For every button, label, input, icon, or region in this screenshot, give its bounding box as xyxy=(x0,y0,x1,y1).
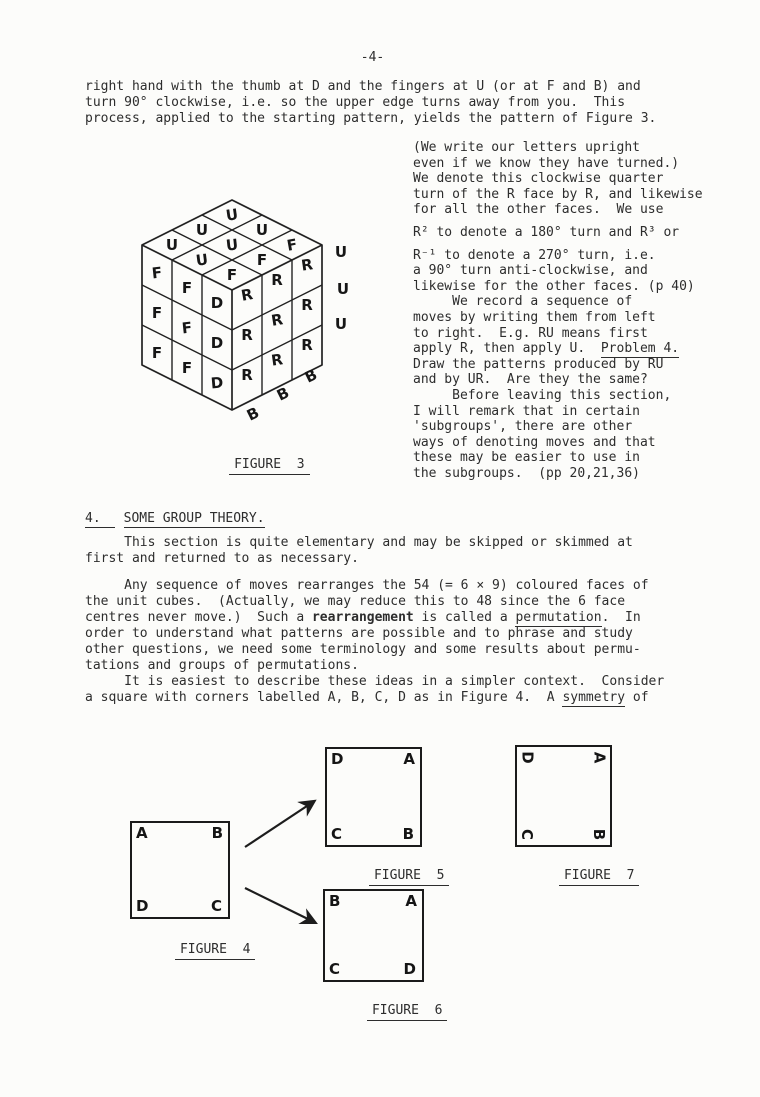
section-title: SOME GROUP THEORY. xyxy=(123,511,265,526)
figure-4-caption xyxy=(128,927,251,972)
problem-4-label: Problem 4. xyxy=(600,341,680,357)
cube-letter: R xyxy=(270,350,284,370)
corner-label: C xyxy=(331,825,343,843)
text-line: even if we know they have turned.) xyxy=(413,155,680,171)
corner-label-rotated: B xyxy=(589,828,608,841)
cube-letter: D xyxy=(210,334,224,352)
cube-letter: F xyxy=(151,304,163,322)
text-line: Draw the patterns produced by RU xyxy=(413,356,664,372)
figure-6-square xyxy=(323,889,424,982)
text-line: R⁻¹ to denote a 270° turn, i.e. xyxy=(413,247,656,263)
cube-letter: R xyxy=(301,336,313,354)
cube-letter: R xyxy=(301,296,313,314)
corner-label-rotated: D xyxy=(518,751,537,764)
figure-7-square xyxy=(515,745,612,847)
text-line: right hand with the thumb at D and the fingers at U (or at F and B) and xyxy=(85,79,641,94)
text-line: turn of the R face by R, and likewise xyxy=(413,186,703,202)
text-line: I will remark that in certain xyxy=(413,403,640,419)
figure-6-caption xyxy=(320,988,443,1033)
cube-letter: F xyxy=(150,263,164,283)
cube-letter: B xyxy=(243,403,263,425)
corner-label: A xyxy=(136,824,148,842)
corner-label: B xyxy=(402,825,414,843)
section-heading xyxy=(85,511,265,526)
cube-letter: U xyxy=(334,243,348,261)
text-segment: is called a xyxy=(413,610,516,625)
text-line: Before leaving this section, xyxy=(413,387,672,403)
text-line: process, applied to the starting pattern, yields the pattern of Figure 3. xyxy=(85,111,657,126)
section-number: 4. xyxy=(85,511,115,528)
cube-letter: U xyxy=(195,221,209,239)
text-line: to right. E.g. RU means first xyxy=(413,325,648,341)
cube-letter: U xyxy=(255,221,269,239)
cube-letter: F xyxy=(226,266,238,284)
cube-letter: U xyxy=(224,235,240,255)
cube-letter: U xyxy=(334,315,348,333)
permutation-term: permutation xyxy=(515,610,602,625)
figure-7-caption-text: FIGURE 7 xyxy=(559,868,639,886)
text-segment: of xyxy=(625,690,649,705)
cube-letter: U xyxy=(336,280,350,298)
text-line: 'subgroups', there are other xyxy=(413,419,633,435)
cube-letter: U xyxy=(165,236,179,254)
text-line: the subgroups. (pp 20,21,36) xyxy=(413,465,640,481)
cube-letter: F xyxy=(180,318,194,338)
text-line: We denote this clockwise quarter xyxy=(413,171,664,187)
text-line xyxy=(413,341,718,357)
arrow-to-figure-6 xyxy=(245,888,314,922)
cube-letter: F xyxy=(285,235,299,255)
text-line: these may be easier to use in xyxy=(413,450,640,466)
text-line: Any sequence of moves rearranges the 54 (= 6 × 9) coloured faces of xyxy=(85,578,649,593)
symmetry-term: symmetry xyxy=(562,690,626,705)
text-line: likewise for the other faces. (p 40) xyxy=(413,278,695,294)
paragraph-2 xyxy=(85,535,685,567)
text-line: other questions, we need some terminology and some results about permu- xyxy=(85,642,641,657)
cube-letter: F xyxy=(181,359,193,377)
corner-label: D xyxy=(403,960,416,978)
corner-label: D xyxy=(331,750,344,768)
paragraph-3 xyxy=(85,578,705,706)
corner-label: B xyxy=(211,824,223,842)
cube-letter: U xyxy=(224,205,240,225)
text-line: a 90° turn anti-clockwise, and xyxy=(413,263,648,279)
text-segment: centres never move.) Such a xyxy=(85,610,312,625)
figure-4-caption-text: FIGURE 4 xyxy=(175,942,255,960)
figures-4-to-7 xyxy=(0,735,760,1035)
figure-7-caption xyxy=(512,853,635,898)
cube-letter: U xyxy=(194,250,210,270)
text-line: the unit cubes. (Actually, we may reduce this to 48 since the 6 face xyxy=(85,594,626,609)
cube-letter: D xyxy=(210,294,224,312)
hidden-face-letters xyxy=(244,243,349,425)
arrow-to-figure-5 xyxy=(245,802,313,847)
two-column-section xyxy=(85,138,725,503)
text-line: for all the other faces. We use xyxy=(413,202,664,218)
page-number: -4- xyxy=(360,50,385,65)
text-line: ways of denoting moves and that xyxy=(413,434,656,450)
cube-letter: F xyxy=(256,251,268,269)
text-segment: a square with corners labelled A, B, C, D as in Figure 4. A xyxy=(85,690,563,705)
text-line: (We write our letters upright xyxy=(413,140,640,155)
cube-letter: R xyxy=(300,255,314,275)
cube-outline xyxy=(142,200,322,410)
corner-label: C xyxy=(329,960,341,978)
corner-label-rotated: A xyxy=(590,751,609,764)
figure-3-caption-text: FIGURE 3 xyxy=(229,457,309,475)
text-line: turn 90° clockwise, i.e. so the upper edge turns away from you. This xyxy=(85,95,626,110)
cube-letter: R xyxy=(241,366,253,384)
cube-letter: F xyxy=(181,279,193,297)
figure-3-caption xyxy=(112,442,364,487)
text-line: tations and groups of permutations. xyxy=(85,658,359,673)
figure-4-square xyxy=(130,821,230,919)
corner-label: D xyxy=(136,897,149,915)
text-line: R² to denote a 180° turn and R³ or xyxy=(413,224,680,240)
text-line: moves by writing them from left xyxy=(413,309,656,325)
rearrangement-term: rearrangement xyxy=(311,610,414,625)
text-line xyxy=(85,690,705,706)
text-segment: apply R, then apply U. xyxy=(413,341,601,357)
cube-letter: R xyxy=(269,310,285,330)
cube-letter: B xyxy=(301,365,321,387)
corner-label: C xyxy=(210,897,222,915)
cube-letter: R xyxy=(271,271,283,289)
text-line: first and returned to as necessary. xyxy=(85,551,359,566)
cube-letter: D xyxy=(210,373,224,393)
text-line xyxy=(85,610,705,626)
corner-label: A xyxy=(403,750,415,768)
paragraph-1 xyxy=(85,79,685,127)
text-line: and by UR. Are they the same? xyxy=(413,372,648,388)
corner-label-rotated: C xyxy=(518,828,537,841)
text-line: It is easiest to describe these ideas in a simpler context. Consider xyxy=(85,674,665,689)
figure-6-caption-text: FIGURE 6 xyxy=(367,1003,447,1021)
rubiks-cube-diagram xyxy=(112,190,364,430)
cube-letter: F xyxy=(151,344,163,362)
corner-label: A xyxy=(405,892,417,910)
cube-letter: R xyxy=(239,285,255,305)
text-line: This section is quite elementary and may be skipped or skimmed at xyxy=(85,535,633,550)
figure-3 xyxy=(112,190,364,487)
corner-label: B xyxy=(329,892,341,910)
figure-5-caption-text: FIGURE 5 xyxy=(369,868,449,886)
cube-letter: R xyxy=(241,326,253,344)
text-segment: . In xyxy=(601,610,641,625)
right-column xyxy=(413,140,718,481)
figure-5-square xyxy=(325,747,422,847)
mapping-arrows xyxy=(230,785,330,935)
text-line: order to understand what patterns are possible and to phrase and study xyxy=(85,626,633,641)
text-line: We record a sequence of xyxy=(413,294,633,310)
cube-letter: B xyxy=(273,383,293,405)
